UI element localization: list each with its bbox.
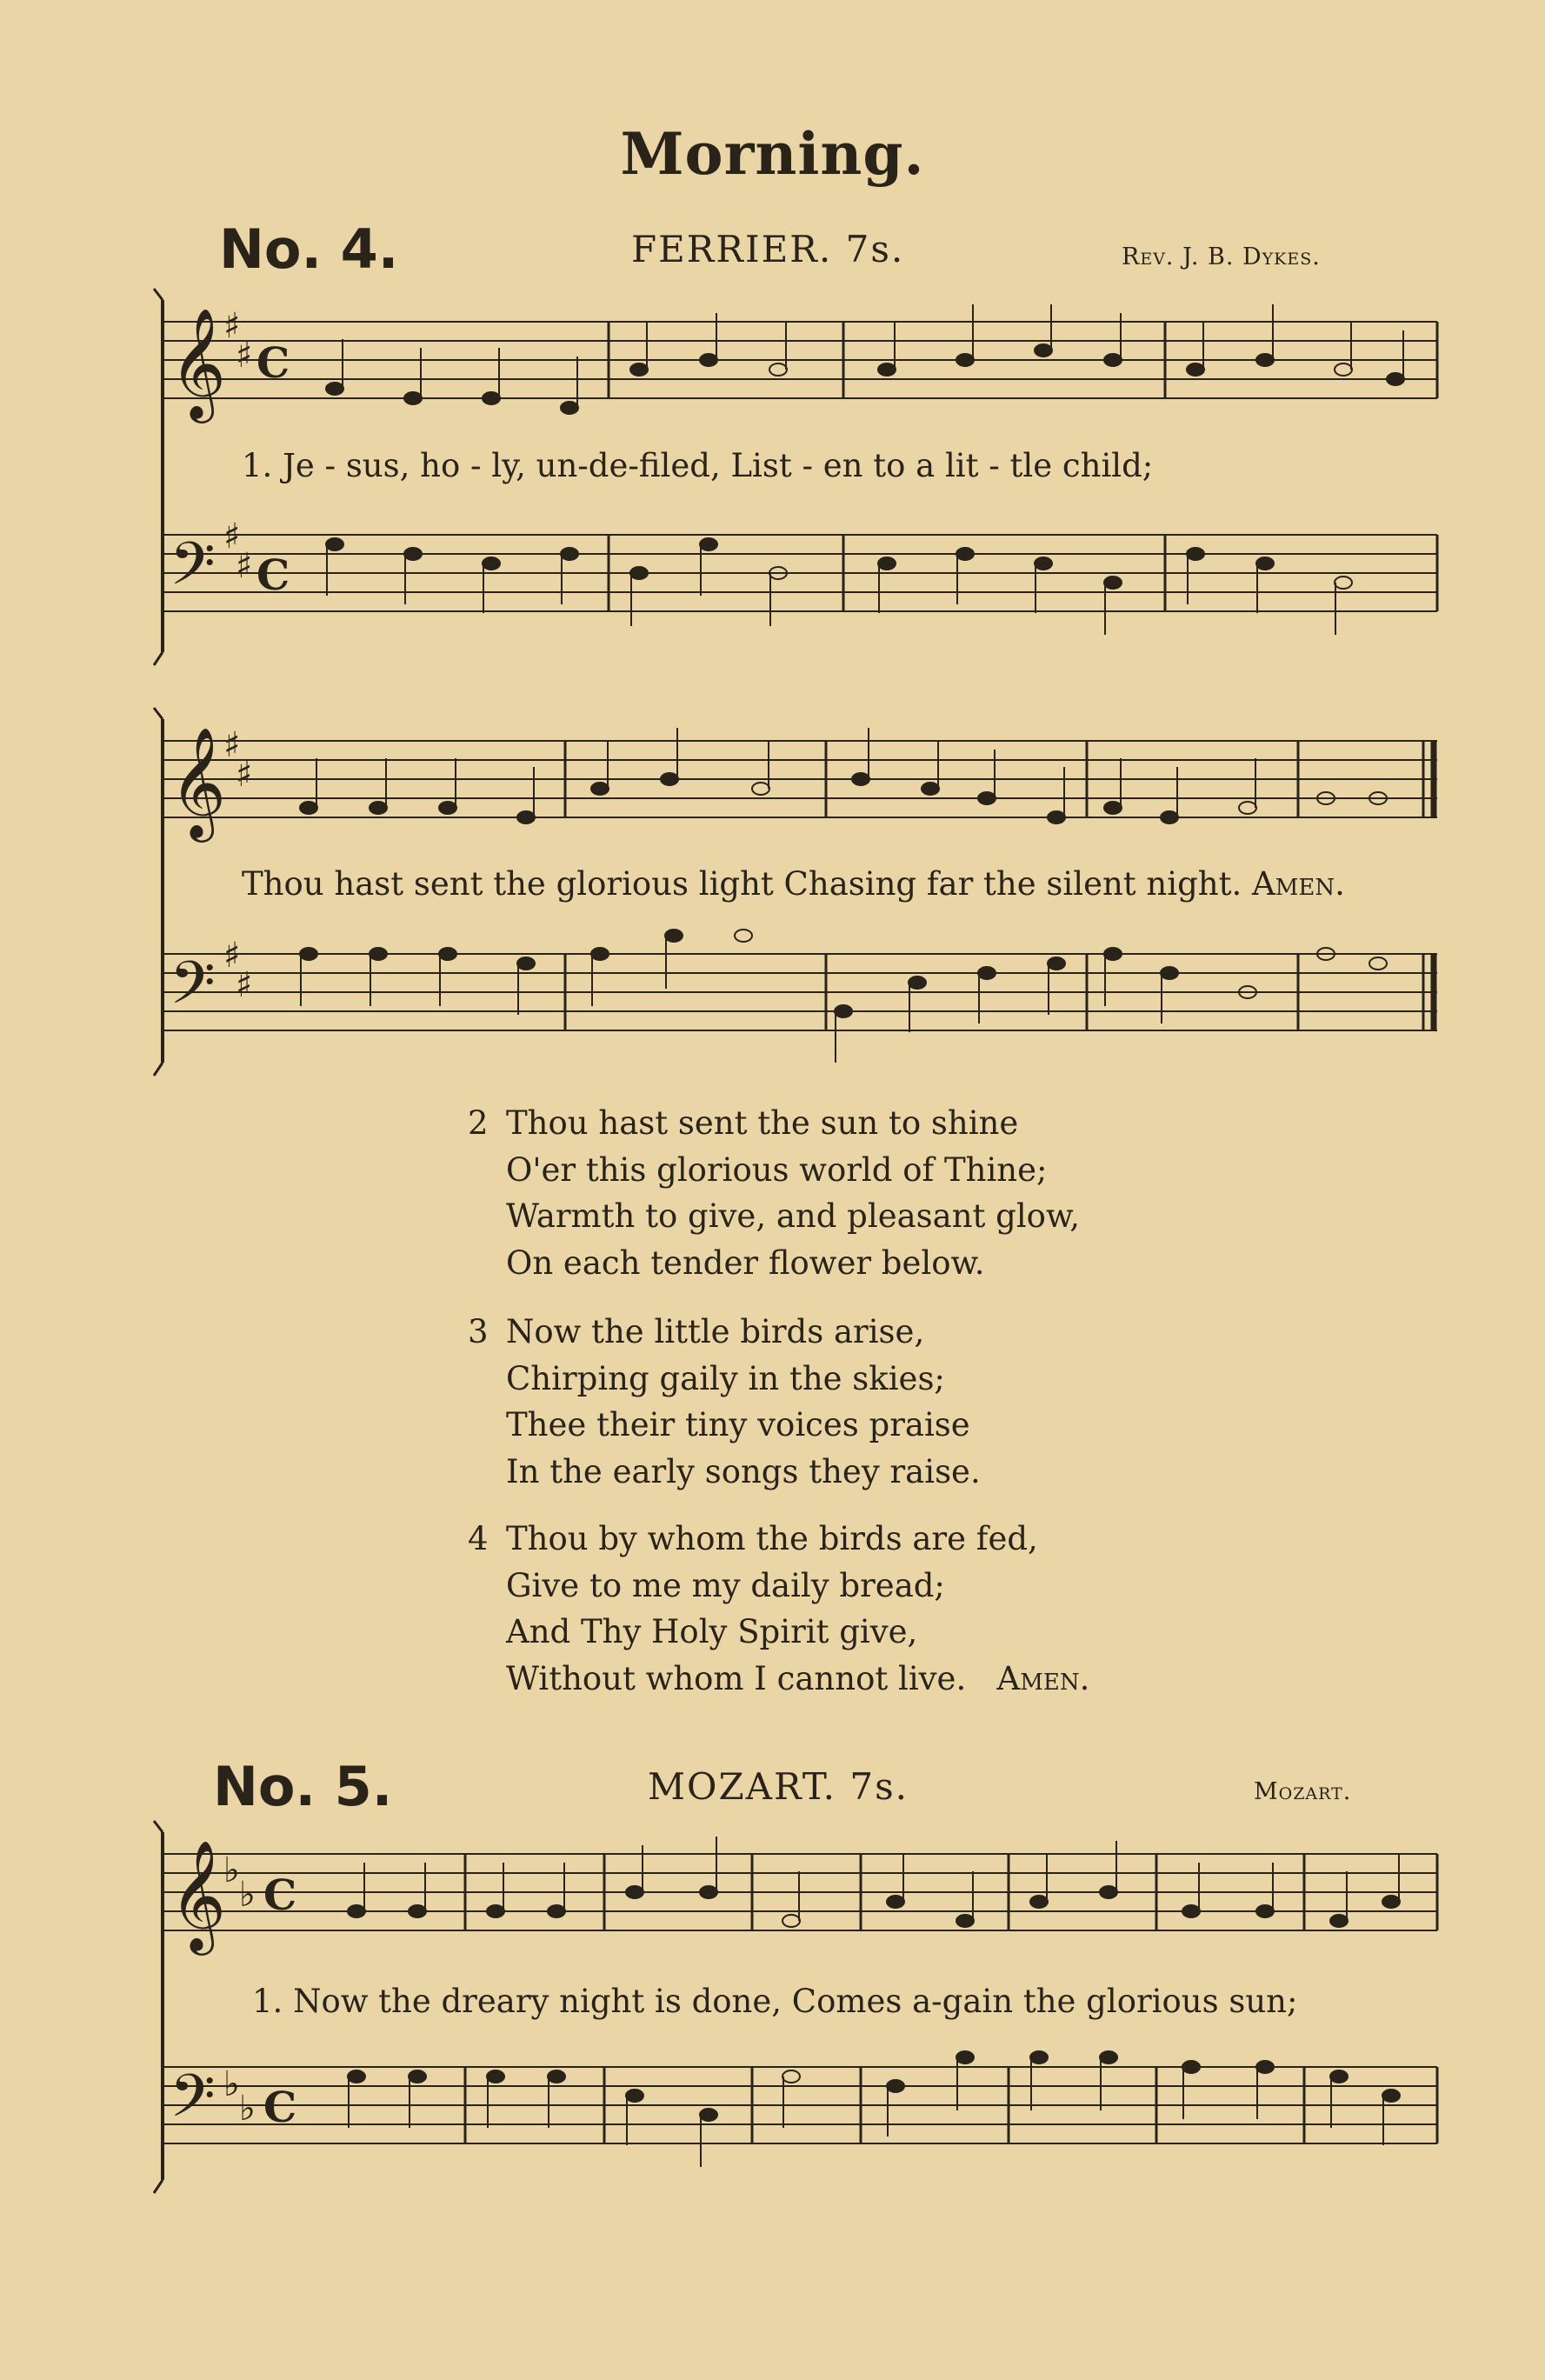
verse-line: Thee their tiny voices praise <box>506 1406 970 1443</box>
bass-clef-icon: 𝄢 <box>170 950 216 1032</box>
svg-text:♯: ♯ <box>236 336 253 376</box>
verse-line: Without whom I cannot live. Amen. <box>506 1659 1090 1697</box>
svg-text:C: C <box>256 551 290 600</box>
bass-clef-icon: 𝄢 <box>170 530 216 613</box>
treble-clef-icon: 𝄞 <box>170 1839 227 1950</box>
verse-line: Warmth to give, and pleasant glow, <box>506 1197 1081 1235</box>
svg-text:♯: ♯ <box>223 517 241 557</box>
svg-text:C: C <box>263 2083 297 2132</box>
stanza <box>468 1516 1089 1702</box>
key-signature <box>223 306 252 586</box>
amen-label: Amen. <box>996 1659 1090 1697</box>
stanza-number: 4 <box>468 1520 489 1557</box>
svg-text:♭: ♭ <box>239 1875 256 1915</box>
svg-text:C: C <box>263 1871 297 1920</box>
amen-label: Amen. <box>1252 865 1345 903</box>
treble-clef-icon: 𝄞 <box>170 307 227 418</box>
verse-line: In the early songs they raise. <box>506 1452 981 1490</box>
svg-text:♯: ♯ <box>236 546 253 586</box>
verse-line: On each tender flower below. <box>506 1243 985 1282</box>
stanza <box>468 1100 1080 1286</box>
svg-text:C: C <box>256 339 290 388</box>
verse-line: O'er this glorious world of Thine; <box>506 1150 1048 1189</box>
svg-text:♯: ♯ <box>236 965 253 1005</box>
bass-clef-icon: 𝄢 <box>170 2063 216 2145</box>
treble-staff <box>163 741 1437 817</box>
music-lyric-line: 1. Now the dreary night is done, Comes a-gain the glorious sun; <box>252 1983 1298 2020</box>
composer: Rev. J. B. Dykes. <box>1122 243 1321 270</box>
stanza <box>468 1309 981 1495</box>
tune-name: MOZART. 7s. <box>648 1765 909 1808</box>
verse-line: Chirping gaily in the skies; <box>506 1359 945 1397</box>
svg-text:♭: ♭ <box>239 2089 256 2129</box>
hymn-number: No. 5. <box>213 1755 393 1818</box>
music-lyric-line <box>242 865 1345 903</box>
verse-line: Thou hast sent the sun to shine <box>506 1104 1019 1142</box>
verse-line: And Thy Holy Spirit give, <box>506 1613 918 1650</box>
page-title: Morning. <box>620 120 925 188</box>
bass-staff <box>163 535 1437 611</box>
hymn-number: No. 4. <box>219 217 399 281</box>
svg-text:♯: ♯ <box>236 755 253 795</box>
verse-line: Give to me my daily bread; <box>506 1566 945 1604</box>
svg-text:♯: ♯ <box>223 725 241 765</box>
bass-staff <box>163 954 1437 1030</box>
verse-line: Now the little birds arise, <box>506 1313 925 1350</box>
svg-text:♭: ♭ <box>223 1850 240 1890</box>
music-lyric-line: 1. Je - sus, ho - ly, un-de-filed, List - en to a lit - tle child; <box>242 447 1154 484</box>
svg-text:♯: ♯ <box>223 306 241 346</box>
treble-clef-icon: 𝄞 <box>170 726 227 837</box>
svg-text:♯: ♯ <box>223 936 241 976</box>
verse-line: Thou by whom the birds are fed, <box>506 1520 1038 1557</box>
svg-text:♭: ♭ <box>223 2064 240 2104</box>
lyric-text: Thou hast sent the glorious light Chasing far the silent night. <box>242 865 1242 903</box>
stanza-number: 3 <box>468 1313 489 1350</box>
stanza-number: 2 <box>468 1104 489 1142</box>
composer: Mozart. <box>1254 1778 1352 1805</box>
tune-name: FERRIER. 7s. <box>631 228 905 270</box>
treble-staff <box>163 322 1437 398</box>
